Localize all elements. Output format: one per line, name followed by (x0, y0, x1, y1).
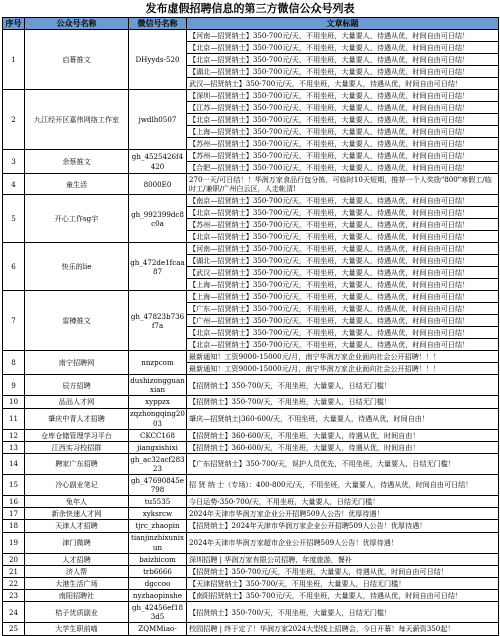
article-titles (187, 351, 499, 375)
article-title: 【江苏—招贤纳士】350-700元/天，不用坐班，大量要人，待遇从优，时间自由可日结！ (187, 102, 498, 114)
wechat-id: nnzpcom (129, 351, 187, 375)
account-name: 天津人才招聘 (25, 520, 129, 532)
wechat-id: gh_4525426f4420 (129, 150, 187, 174)
article-title: 【苏州—招贤纳士】350-700元/天，不用坐班，大量要人，待遇从优，时间自由可日结！ (187, 150, 498, 162)
article-title: 【湖北—招贤纳士】350-700元/天，不用坐班，大量要人，待遇从优，时间自由可日结！ (187, 255, 498, 267)
article-titles (187, 150, 499, 174)
article-title: 【北京—招贤纳士】350-700元/天，不用坐班，大量要人，待遇从优，时间自由可日结！ (187, 114, 498, 126)
article-title: 【天津招贤纳士】350-700/天，不用坐班，大量要人，日结无门槛！ (189, 579, 406, 589)
row-index: 17 (3, 508, 25, 520)
row-index: 9 (3, 375, 25, 396)
article-titles (187, 375, 499, 396)
wechat-id: gh_47690845e798 (129, 475, 187, 496)
article-title: 【广州—招贤纳士】350-700元/天，不用坐班，大量要人，待遇从优，时间自由可日结！ (187, 315, 498, 327)
row-index: 8 (3, 351, 25, 375)
table-row (3, 508, 499, 520)
article-titles (187, 396, 499, 408)
row-index: 4 (3, 174, 25, 195)
account-name: 南阳招聘社 (25, 590, 129, 602)
page-title: 发布虚假招聘信息的第三方微信公众号列表 (145, 2, 355, 15)
account-name: 桔子优质副业 (25, 602, 129, 623)
row-index: 23 (3, 590, 25, 602)
row-index: 20 (3, 553, 25, 565)
wechat-id: baizhicom (129, 553, 187, 565)
article-title: 武汉—招贤纳士】350-700元/天，不用坐班，大量要人，待遇从优，时间自由可日结！ (189, 79, 463, 88)
account-name: 大学生职前喵 (25, 623, 129, 635)
article-title: 肇庆—招贤纳士|360-600/天，不用坐班，大量要人，待遇从优，时间自由！ (189, 414, 429, 423)
account-name: 人才招聘 (25, 553, 129, 565)
account-name: 冷心副业笔记 (25, 475, 129, 496)
wechat-id: dgccoo (129, 578, 187, 590)
article-title: 【南京—招贤纳士】350-700元/天，不用坐班，大量要人，待遇从优，时间自由可日结！ (187, 195, 498, 207)
row-index: 13 (3, 441, 25, 453)
article-title: 【招贤纳士】360-600/天，不用坐班，大量要人，待遇从优，时间自由！ (189, 430, 420, 440)
article-titles (187, 623, 499, 635)
article-title: 【苏州—招贤纳士】350-700元/天，不用坐班，大量要人，待遇从优，时间自由可日结！ (189, 139, 470, 148)
row-index: 25 (3, 623, 25, 635)
table-row (3, 150, 499, 174)
article-titles (187, 553, 499, 565)
table-row (3, 565, 499, 577)
wechat-id: gh_42456ef183d5 (129, 602, 187, 623)
wechat-id: 8000E0 (129, 174, 187, 195)
table-row (3, 496, 499, 508)
wechat-id: DHyyds-520 (129, 30, 187, 90)
article-title: 【招贤纳士】350-700/天，不用坐班，大量要人，日结无门槛！ (189, 397, 392, 407)
row-index: 19 (3, 532, 25, 553)
wechat-id: gh_992399dc8c0a (129, 195, 187, 243)
account-name: 快乐的lie (25, 243, 129, 291)
article-titles (187, 195, 499, 243)
account-name: 启幕推文 (25, 30, 129, 90)
table-row (3, 174, 499, 195)
wechat-id: ZQMMiao- (129, 623, 187, 635)
row-index: 22 (3, 578, 25, 590)
article-title: 招 贤 纳 士（专场）：400-800元/天，不用坐班，大量要人，待遇从优，时间自由可日结！ (189, 480, 473, 490)
account-name: 九江经开区嘉伟网络工作室 (25, 90, 129, 150)
article-titles (187, 454, 499, 475)
table-row (3, 454, 499, 475)
account-name: 津门微聘 (25, 532, 129, 553)
article-titles (187, 441, 499, 453)
wechat-id: trb6666 (129, 565, 187, 577)
wechat-id: gh_47823b736f7a (129, 291, 187, 351)
account-name: 开心工作sg宇 (25, 195, 129, 243)
row-index: 12 (3, 429, 25, 441)
account-name: 新余快速人才网 (25, 508, 129, 520)
article-title: 【北京—招贤纳士】350-700元/天，不用坐班，大量要人，待遇从优，时间自由可日结！ (187, 54, 498, 66)
wechat-id: xyksrcw (129, 508, 187, 520)
article-titles (187, 30, 499, 90)
article-titles (187, 90, 499, 150)
row-index: 10 (3, 396, 25, 408)
table-row (3, 429, 499, 441)
table-row (3, 520, 499, 532)
article-titles (187, 291, 499, 351)
wechat-id: xyppzx (129, 396, 187, 408)
wechat-id: jwdlh0507 (129, 90, 187, 150)
row-index: 18 (3, 520, 25, 532)
table-row (3, 396, 499, 408)
article-title: 深圳招聘 | 华润万家有限公司招聘，年度旅游，餐补 (189, 554, 352, 564)
row-index: 21 (3, 565, 25, 577)
article-title: 【北京—招贤纳士】350-700元/天，不用坐班，大量要人，待遇从优，时间自由可日结！ (189, 340, 470, 350)
account-name: 童生活 (25, 174, 129, 195)
account-name: 品品人才网 (25, 396, 129, 408)
article-title: 【北京—招贤纳士】350-700元/天，不用坐班，大量要人，待遇从优，时间自由可日结！ (187, 327, 498, 339)
article-title: 【招贤纳士】2024年天津市华润万家企业公开招聘509人公告！优厚待遇！ (189, 521, 427, 531)
row-index: 2 (3, 90, 25, 150)
article-title: 【南阳招贤纳士】350-700元/天，不用坐班，大量要人，待遇从优，时间自由可日结！ (189, 591, 463, 601)
table-row (3, 408, 499, 429)
article-title: 【上海—招贤纳士】350-700元/天，不用坐班，大量要人，待遇从优，时间自由可日结！ (189, 280, 470, 290)
account-name: 兔年人 (25, 496, 129, 508)
row-index: 1 (3, 30, 25, 90)
wechat-id: tjrc_zhaopin (129, 520, 187, 532)
row-index: 14 (3, 454, 25, 475)
table-row (3, 590, 499, 602)
row-index: 6 (3, 243, 25, 291)
table-row (3, 475, 499, 496)
row-index: 16 (3, 496, 25, 508)
account-name: 聘家广东招聘 (25, 454, 129, 475)
article-title: 【招贤纳士】360-600/天，不用坐班，大量要人，待遇从优，时间自由！ (189, 442, 420, 452)
account-name: 辰方招聘 (25, 375, 129, 396)
wechat-id: CKCC168 (129, 429, 187, 441)
article-titles (187, 243, 499, 291)
article-titles (187, 475, 499, 496)
table-header-row (3, 18, 499, 30)
table-row (3, 195, 499, 243)
article-title: 【招贤纳士】350-700元/天，不用坐班，大量要人，待遇从优，时间自由可日结！ (189, 566, 448, 576)
article-title: 【北京—招贤纳士】350-700元/天，不用坐班，大量要人，待遇从优，时间自由可日结！ (189, 232, 470, 242)
article-titles (187, 532, 499, 553)
row-index: 3 (3, 150, 25, 174)
article-titles (187, 174, 499, 195)
article-title: 【湖北—招贤纳士】350-700元/天，不用坐班，大量要人，待遇从优，时间自由可日结！ (187, 66, 498, 78)
account-name: 济人帮 (25, 565, 129, 577)
article-titles (187, 429, 499, 441)
article-title: 最新通知！工资9000-15000元/月，南宁华润万家企业面向社会公开招聘！！！ (189, 364, 441, 374)
table-row (3, 375, 499, 396)
table-row (3, 553, 499, 565)
wechat-id: zqzhongqing2003 (130, 409, 185, 428)
wechat-id: dushizongguanxian (130, 376, 185, 395)
article-title: 【深圳—招贤纳士】350-700元/天，不用坐班，大量要人，待遇从优，时间自由可日结！ (187, 90, 498, 102)
table-row (3, 243, 499, 291)
account-name: 大港生活广场 (25, 578, 129, 590)
article-title: 【河南—招贤纳士】350-700元/天，不用坐班，大量要人，待遇从优，时间自由可日结！ (187, 243, 498, 255)
table-row (3, 30, 499, 90)
account-name: 仓库仓储管理学习平台 (25, 429, 129, 441)
wechat-id: tu5535 (129, 496, 187, 508)
article-titles (187, 520, 499, 532)
article-title: 【上海—招贤纳士】350-700元/天，不用坐班，大量要人，待遇从优，时间自由可日结！ (187, 291, 498, 303)
table-row (3, 441, 499, 453)
article-title: 【北京—招贤纳士】350-700元/天，不用坐班，大量要人，待遇从优，时间自由可日结！ (187, 42, 498, 54)
row-index: 11 (3, 408, 25, 429)
article-titles (187, 508, 499, 520)
article-title: 【北京—招贤纳士】350-700元/天，不用坐班，大量要人，待遇从优，时间自由可日结！ (187, 207, 498, 219)
account-name: 雷樽推文 (25, 291, 129, 351)
article-title: 【上海—招贤纳士】350-700元/天，不用坐班，大量要人，待遇从优，时间自由可日结！ (187, 126, 498, 138)
header-wechat-id: 微信号名称 (129, 18, 187, 30)
account-name: 余蔡推文 (25, 150, 129, 174)
table-row (3, 351, 499, 375)
account-table (2, 17, 499, 636)
article-title: 【招贤纳士】350-700/天，不用坐班，大量要人，日结无门槛！ (189, 380, 392, 390)
article-titles (187, 496, 499, 508)
header-article-title: 文章标题 (187, 18, 499, 30)
wechat-id: nyzhaopinshe (129, 590, 187, 602)
table-row (3, 291, 499, 351)
article-title: 校园招聘 | 终于定了！华润万家2024大型线上招聘会，今日开幕！每天薪资350起！ (189, 624, 455, 634)
row-index: 24 (3, 602, 25, 623)
row-index: 5 (3, 195, 25, 243)
wechat-id: jiangxishixi (129, 441, 187, 453)
article-title: 【广东—招贤纳士】350-700元/天，不用坐班，大量要人，待遇从优，时间自由可日结！ (187, 303, 498, 315)
table-row (3, 532, 499, 553)
article-titles (187, 408, 499, 429)
row-index: 7 (3, 291, 25, 351)
account-name: 江西实习校招群 (25, 441, 129, 453)
account-name: 肇庆中青人才招聘 (25, 408, 129, 429)
article-title: 【河南—招贤纳士】350-700元/天，不用坐班，大量要人，待遇从优，时间自由可日结！ (187, 30, 498, 42)
header-index: 序号 (3, 18, 25, 30)
article-titles (187, 590, 499, 602)
table-row (3, 90, 499, 150)
article-title: 【武汉—招贤纳士】350-700元/天，不用坐班，大量要人，待遇从优，时间自由可日结！ (187, 267, 498, 279)
wechat-id: tianjinzhixunixun (129, 532, 187, 553)
article-title: 2024年天津市华润万家超市企业公开招聘509人公告！优厚待遇！ (189, 538, 398, 548)
article-titles (187, 565, 499, 577)
article-title: 【合肥—招贤纳士】350-700元/天，不用坐班，大量要人，待遇从优，时间自由可日结！ (189, 163, 470, 172)
table-row (3, 578, 499, 590)
article-titles (187, 578, 499, 590)
article-title: 【广东招贤纳士】350-700/天，误护人员优先，不用坐班，大量要人，日结无门槛！ (189, 459, 455, 469)
account-name: 南宁招聘网 (25, 351, 129, 375)
article-title: 【苏州—招贤纳士】350-700元/天，不用坐班，大量要人，待遇从优，时间自由可日结！ (187, 219, 498, 231)
article-title: 【招贤纳士】350-700/天，不用坐班，大量要人，日结无门槛！ (189, 607, 392, 617)
wechat-id: gh_ac32acf28323 (130, 454, 185, 474)
article-title: 2024年天津市华润万家企业公开招聘509人公告！优厚待遇！ (189, 509, 384, 519)
header-account-name: 公众号名称 (25, 18, 129, 30)
article-title: 270一天/可日结！！华润万家食品行包分拣，可临时10天短期，推荐一个人奖励"800"寒假工/临时工/兼职/广州白云区，人走帐清! (189, 175, 492, 194)
article-title: 今日运势-350-700/天，不用坐班，大量要人，日结无门槛！ (189, 497, 380, 507)
table-row (3, 623, 499, 635)
article-title: 最新通知！工资9000-15000元/月，南宁华润万家企业面向社会公开招聘！！！ (187, 351, 498, 363)
row-index: 15 (3, 475, 25, 496)
wechat-id: gh_472de1fcaa87 (129, 243, 187, 291)
